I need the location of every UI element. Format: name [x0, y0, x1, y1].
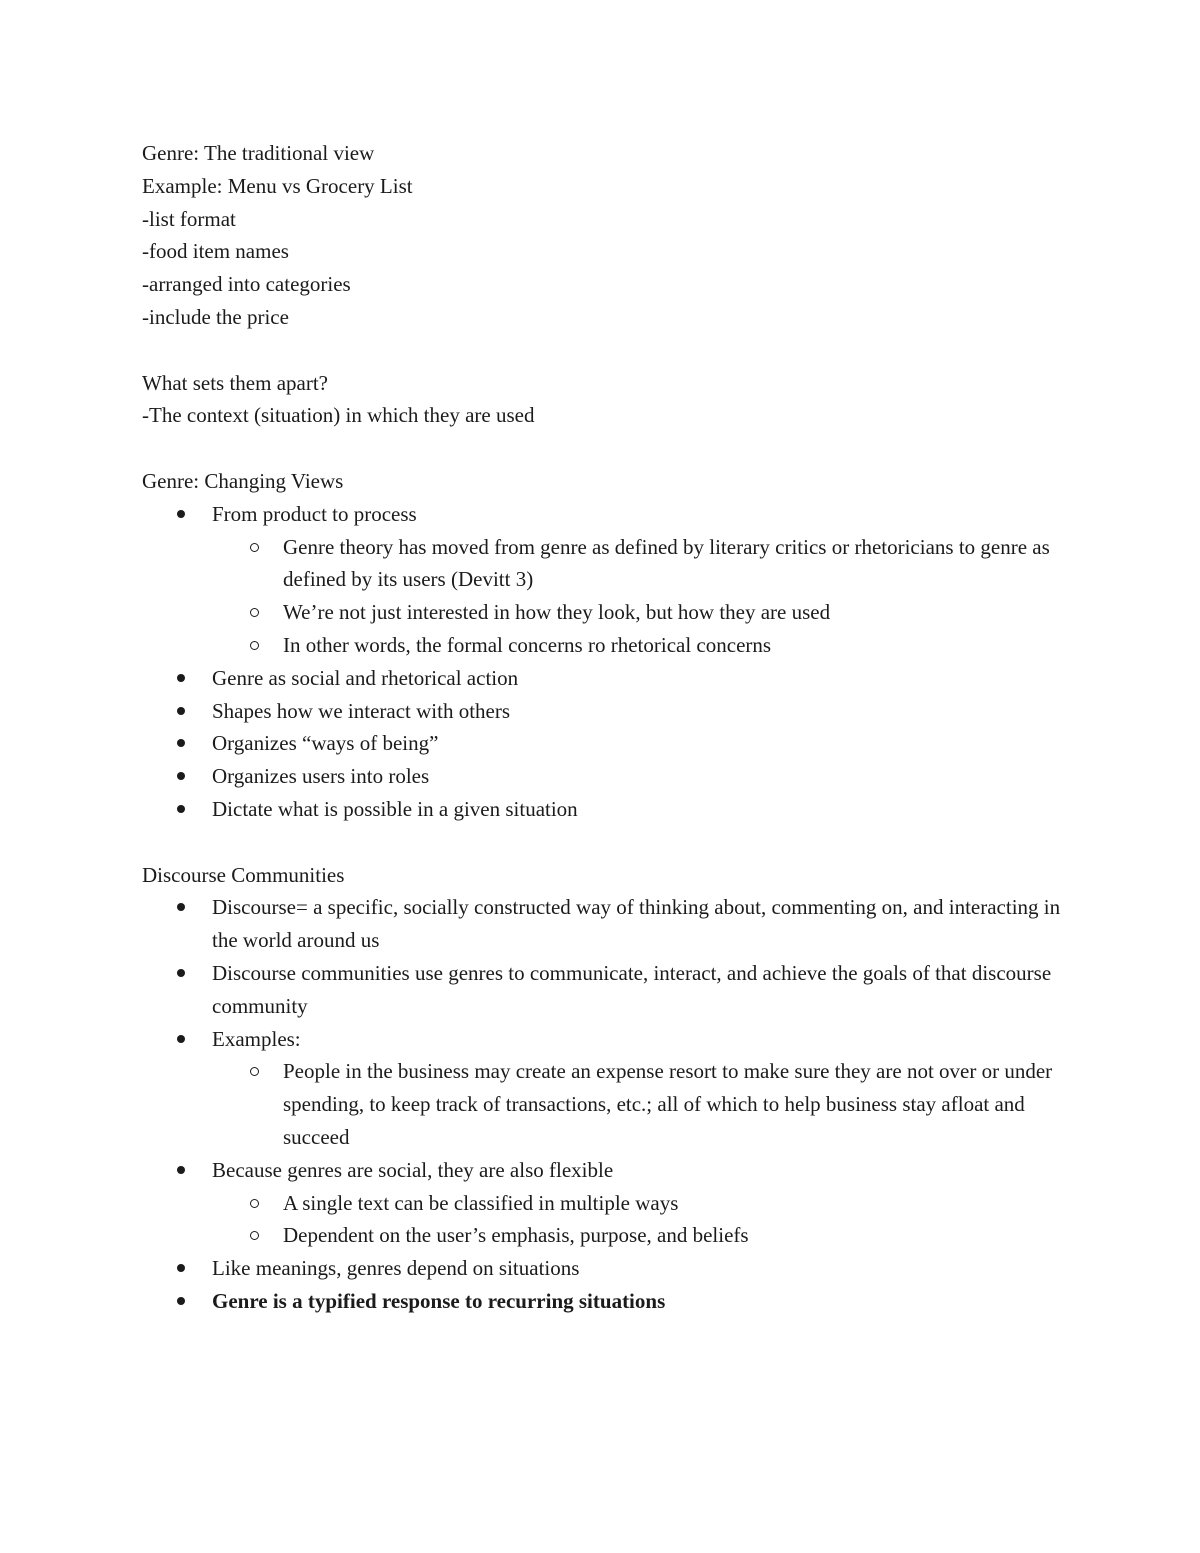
sub-list-item	[212, 1219, 1072, 1252]
key-takeaway-text: Genre is a typified response to recurring situations	[212, 1288, 666, 1313]
section-heading-discourse-communities: Discourse Communities	[142, 862, 345, 887]
filled-bullet-icon	[177, 772, 185, 780]
list-item	[142, 793, 1072, 826]
hollow-bullet-icon	[250, 543, 259, 552]
filled-bullet-icon	[177, 707, 185, 715]
list-item	[142, 957, 1072, 1023]
list-item-text: Discourse= a specific, socially constructed way of thinking about, commenting on, and interacting in the world around us	[212, 895, 1061, 953]
sub-list	[212, 1055, 1072, 1153]
list-item	[142, 727, 1072, 760]
list-item	[142, 760, 1072, 793]
sub-list-item	[212, 629, 1072, 662]
sub-list	[212, 531, 1072, 662]
hollow-bullet-icon	[250, 1067, 259, 1076]
list-item-text: Shapes how we interact with others	[212, 698, 511, 723]
list-item	[142, 695, 1072, 728]
sub-list-item-text: In other words, the formal concerns ro rhetorical concerns	[283, 632, 772, 657]
answer-line: -The context (situation) in which they are used	[142, 403, 535, 428]
document-body	[142, 137, 1072, 1318]
filled-bullet-icon	[177, 739, 185, 747]
filled-bullet-icon	[177, 674, 185, 682]
filled-bullet-icon	[177, 1264, 185, 1272]
blank-line	[142, 826, 1072, 859]
example-line: Example: Menu vs Grocery List	[142, 173, 413, 198]
discourse-communities-list	[142, 891, 1072, 1317]
list-item-text: Organizes users into roles	[212, 764, 430, 789]
list-item-text: Genre as social and rhetorical action	[212, 665, 519, 690]
blank-line	[142, 334, 1072, 367]
sub-list	[212, 1187, 1072, 1253]
list-item-text: Because genres are social, they are also flexible	[212, 1157, 614, 1182]
sub-list-item-text: A single text can be classified in multiple ways	[283, 1190, 679, 1215]
list-item: -include the price	[142, 304, 289, 329]
section-heading-traditional-view: Genre: The traditional view	[142, 141, 375, 165]
hollow-bullet-icon	[250, 1199, 259, 1208]
list-item	[142, 662, 1072, 695]
sub-list-item	[212, 596, 1072, 629]
list-item-text: Organizes “ways of being”	[212, 731, 439, 756]
filled-bullet-icon	[177, 969, 185, 977]
filled-bullet-icon	[177, 903, 185, 911]
question-line: What sets them apart?	[142, 370, 329, 395]
list-item	[142, 498, 1072, 662]
sub-list-item-text: We’re not just interested in how they look, but how they are used	[283, 600, 831, 625]
list-item: -list format	[142, 206, 236, 231]
sub-list-item-text: People in the business may create an expense resort to make sure they are not over or under spending, to keep track of transactions, etc.; all of which to help business stay afloat and succeed	[283, 1059, 1053, 1149]
filled-bullet-icon	[177, 510, 185, 518]
list-item-text: Like meanings, genres depend on situations	[212, 1256, 580, 1281]
sub-list-item	[212, 531, 1072, 597]
list-item: -food item names	[142, 239, 289, 264]
filled-bullet-icon	[177, 1166, 185, 1174]
list-item	[142, 1154, 1072, 1252]
list-item	[142, 1023, 1072, 1154]
section-heading-changing-views: Genre: Changing Views	[142, 468, 344, 493]
filled-bullet-icon	[177, 805, 185, 813]
filled-bullet-icon	[177, 1297, 185, 1305]
changing-views-list	[142, 498, 1072, 826]
blank-line	[142, 432, 1072, 465]
list-item	[142, 1252, 1072, 1285]
list-item-text: Discourse communities use genres to communicate, interact, and achieve the goals of that discourse community	[212, 960, 1052, 1018]
hollow-bullet-icon	[250, 1231, 259, 1240]
sub-list-item-text: Genre theory has moved from genre as defined by literary critics or rhetoricians to genre as defined by its users (Devitt 3)	[283, 534, 1050, 592]
filled-bullet-icon	[177, 1035, 185, 1043]
hollow-bullet-icon	[250, 608, 259, 617]
sub-list-item-text: Dependent on the user’s emphasis, purpose, and beliefs	[283, 1223, 749, 1248]
list-item-text: From product to process	[212, 501, 417, 526]
sub-list-item	[212, 1055, 1072, 1153]
list-item	[142, 1285, 1072, 1318]
list-item: -arranged into categories	[142, 272, 351, 297]
list-item-text: Dictate what is possible in a given situation	[212, 796, 578, 821]
sub-list-item	[212, 1187, 1072, 1220]
list-item	[142, 891, 1072, 957]
hollow-bullet-icon	[250, 641, 259, 650]
list-item-text: Examples:	[212, 1026, 301, 1051]
